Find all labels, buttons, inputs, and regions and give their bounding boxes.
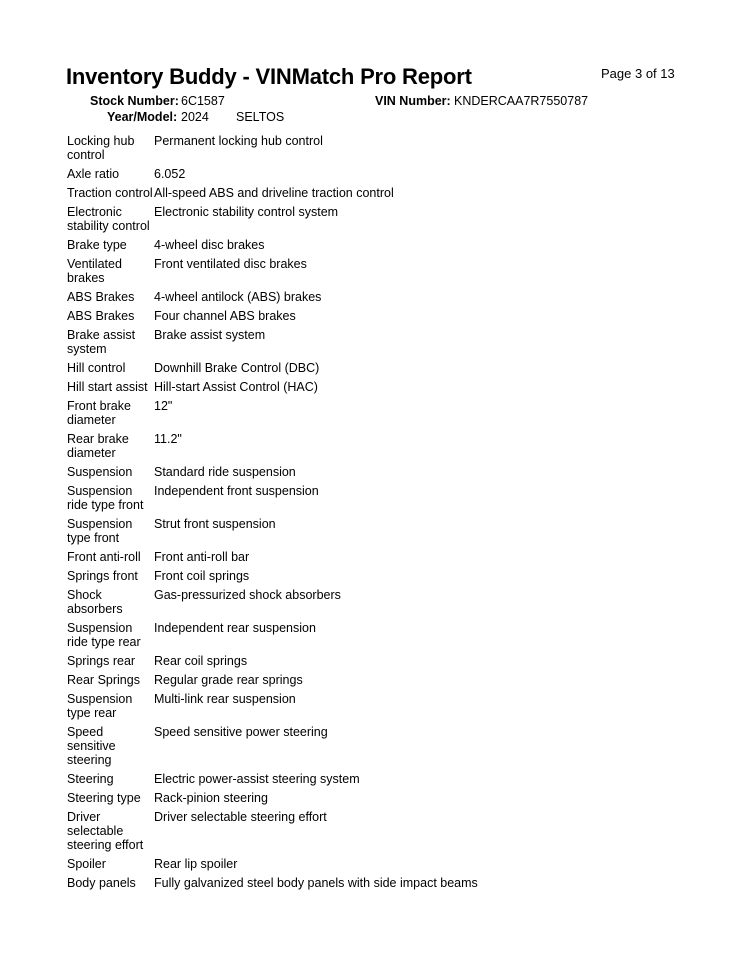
model-value: SELTOS — [236, 110, 285, 124]
spec-value: Fully galvanized steel body panels with side impact beams — [154, 876, 478, 890]
spec-label: Hill start assist — [67, 380, 148, 394]
spec-value: Electronic stability control system — [154, 205, 339, 219]
spec-value: Independent rear suspension — [154, 621, 316, 635]
spec-value: All-speed ABS and driveline traction control — [154, 186, 394, 200]
spec-row — [67, 653, 687, 672]
spec-value: 4-wheel disc brakes — [154, 238, 265, 252]
spec-row — [67, 308, 687, 327]
vin-value: KNDERCAA7R7550787 — [454, 94, 589, 108]
spec-label: Suspension ride type front — [67, 484, 144, 512]
spec-label: Body panels — [67, 876, 136, 890]
spec-row — [67, 516, 687, 549]
spec-value: Rear coil springs — [154, 654, 248, 668]
spec-row — [67, 483, 687, 516]
spec-label: Front brake diameter — [67, 399, 131, 427]
spec-row — [67, 620, 687, 653]
spec-value: 4-wheel antilock (ABS) brakes — [154, 290, 322, 304]
stock-number-value: 6C1587 — [181, 94, 225, 108]
spec-label: ABS Brakes — [67, 309, 135, 323]
spec-value: Independent front suspension — [154, 484, 319, 498]
spec-value: 6.052 — [154, 167, 186, 181]
vin-label: VIN Number: — [375, 94, 451, 108]
page-number: Page 3 of 13 — [601, 66, 675, 81]
spec-value: Rear lip spoiler — [154, 857, 238, 871]
spec-value: Permanent locking hub control — [154, 134, 323, 148]
spec-value: Standard ride suspension — [154, 465, 296, 479]
spec-row — [67, 809, 687, 856]
spec-row — [67, 166, 687, 185]
spec-value: Front ventilated disc brakes — [154, 257, 307, 271]
spec-label: Steering — [67, 772, 114, 786]
spec-row — [67, 256, 687, 289]
spec-label: Shock absorbers — [67, 588, 123, 616]
spec-value: Speed sensitive power steering — [154, 725, 328, 739]
spec-value: Four channel ABS brakes — [154, 309, 296, 323]
spec-value: Hill-start Assist Control (HAC) — [154, 380, 318, 394]
spec-label: Suspension type front — [67, 517, 133, 545]
spec-label: Traction control — [67, 186, 153, 200]
spec-row — [67, 771, 687, 790]
spec-row — [67, 724, 687, 771]
spec-value: Front coil springs — [154, 569, 250, 583]
year-model-label: Year/Model: — [107, 110, 178, 124]
stock-number-label: Stock Number: — [90, 94, 179, 108]
spec-row — [67, 398, 687, 431]
spec-label: Spoiler — [67, 857, 106, 871]
spec-label: Steering type — [67, 791, 141, 805]
spec-value: Rack-pinion steering — [154, 791, 268, 805]
spec-row — [67, 549, 687, 568]
spec-value: 12" — [154, 399, 173, 413]
spec-row — [67, 431, 687, 464]
spec-value: Brake assist system — [154, 328, 266, 342]
spec-label: Suspension ride type rear — [67, 621, 141, 649]
spec-value: Driver selectable steering effort — [154, 810, 327, 824]
spec-label: Suspension type rear — [67, 692, 133, 720]
spec-label: Brake type — [67, 238, 127, 252]
spec-row — [67, 672, 687, 691]
spec-value: Front anti-roll bar — [154, 550, 250, 564]
spec-label: Rear brake diameter — [67, 432, 129, 460]
spec-row — [67, 185, 687, 204]
spec-row — [67, 327, 687, 360]
spec-row — [67, 204, 687, 237]
spec-row — [67, 875, 687, 894]
spec-label: Electronic stability control — [67, 205, 150, 233]
spec-label: Speed sensitive steering — [67, 725, 116, 767]
spec-label: Springs front — [67, 569, 138, 583]
spec-label: Suspension — [67, 465, 133, 479]
spec-value: Electric power-assist steering system — [154, 772, 360, 786]
report-title: Inventory Buddy - VINMatch Pro Report — [66, 64, 472, 89]
spec-row — [67, 587, 687, 620]
spec-row — [67, 360, 687, 379]
spec-value: Gas-pressurized shock absorbers — [154, 588, 341, 602]
spec-row — [67, 237, 687, 256]
spec-row — [67, 856, 687, 875]
spec-label: Hill control — [67, 361, 126, 375]
spec-label: Ventilated brakes — [67, 257, 122, 285]
spec-label: Driver selectable steering effort — [67, 810, 144, 852]
spec-value: Downhill Brake Control (DBC) — [154, 361, 320, 375]
spec-row — [67, 691, 687, 724]
spec-label: Locking hub control — [67, 134, 135, 162]
spec-value: 11.2" — [154, 432, 182, 446]
spec-row — [67, 464, 687, 483]
year-value: 2024 — [181, 110, 209, 124]
spec-row — [67, 790, 687, 809]
spec-list — [67, 133, 687, 894]
spec-value: Strut front suspension — [154, 517, 276, 531]
spec-label: Brake assist system — [67, 328, 136, 356]
spec-label: Front anti-roll — [67, 550, 141, 564]
spec-value: Regular grade rear springs — [154, 673, 303, 687]
spec-label: Rear Springs — [67, 673, 140, 687]
spec-label: Springs rear — [67, 654, 136, 668]
spec-label: ABS Brakes — [67, 290, 135, 304]
spec-row — [67, 289, 687, 308]
spec-row — [67, 133, 687, 166]
spec-row — [67, 379, 687, 398]
spec-row — [67, 568, 687, 587]
spec-value: Multi-link rear suspension — [154, 692, 296, 706]
spec-label: Axle ratio — [67, 167, 120, 181]
